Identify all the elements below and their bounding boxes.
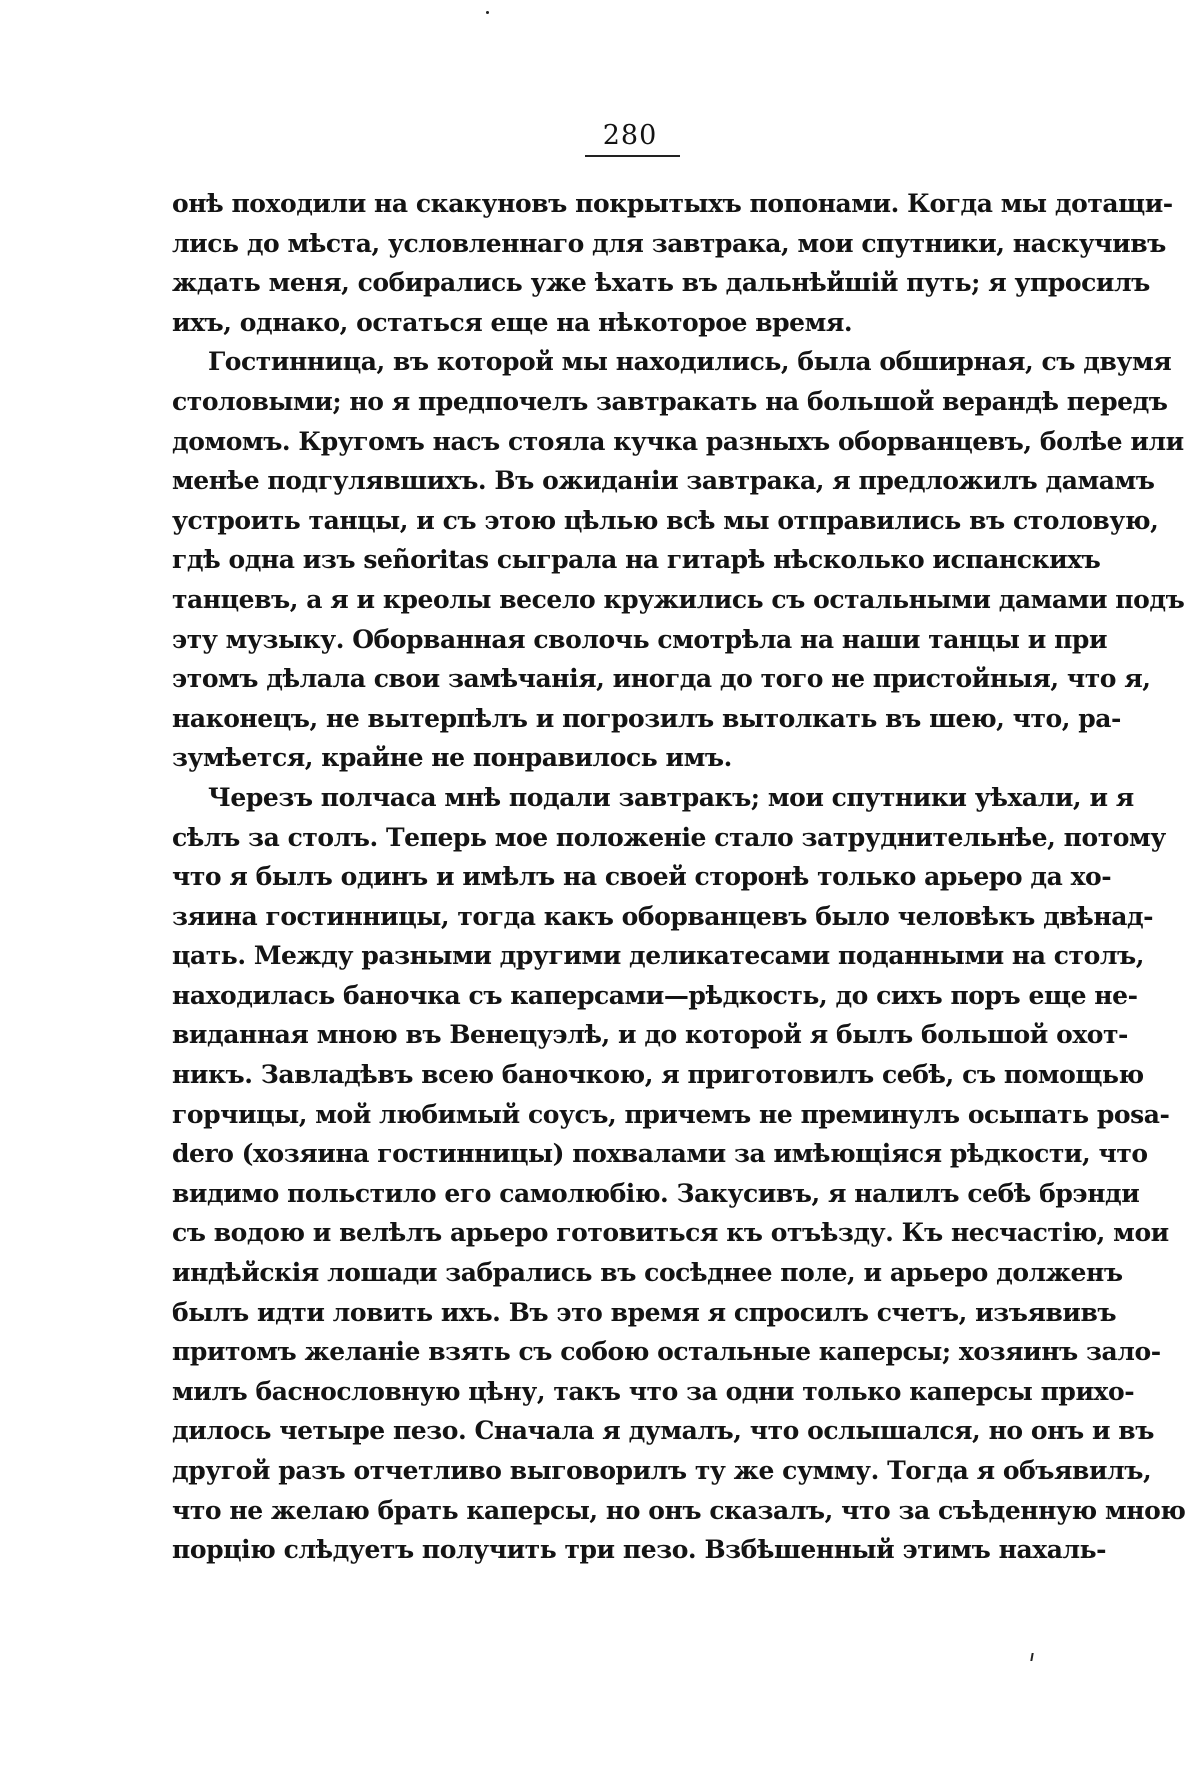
text-line: столовыми; но я предпочелъ завтракать на большой верандѣ передъ (172, 386, 1168, 416)
text-line: что я былъ одинъ и имѣлъ на своей сторонѣ только арьеро да хо- (172, 862, 1112, 892)
text-line: гдѣ одна изъ señoritas сыграла на гитарѣ нѣсколько испанскихъ (172, 545, 1101, 575)
text-line: dero (хозяина гостинницы) похвалами за имѣющіяся рѣдкости, что (172, 1139, 1148, 1169)
page-number-rule (585, 155, 680, 157)
text-line: виданная мною въ Венецуэлѣ, и до которой я былъ большой охот- (172, 1020, 1128, 1050)
ink-mark (1030, 1653, 1033, 1661)
text-line: ждать меня, собирались уже ѣхать въ дальнѣйшій путь; я упросилъ (172, 268, 1150, 298)
text-line: устроить танцы, и съ этою цѣлью всѣ мы отправились въ столовую, (172, 505, 1159, 535)
text-line: никъ. Завладѣвъ всею баночкою, я приготовилъ себѣ, съ помощью (172, 1060, 1144, 1090)
text-line: притомъ желаніе взять съ собою остальные каперсы; хозяинъ зало- (172, 1337, 1161, 1367)
text-line: зумѣется, крайне не понравилось имъ. (172, 743, 732, 773)
text-line: лись до мѣста, условленнаго для завтрака, мои спутники, наскучивъ (172, 228, 1166, 258)
text-line: Черезъ полчаса мнѣ подали завтракъ; мои спутники уѣхали, и я (208, 782, 1134, 812)
text-line: горчицы, мой любимый соусъ, причемъ не преминулъ осыпать роsa- (172, 1099, 1170, 1129)
text-line: цать. Между разными другими деликатесами поданными на столъ, (172, 941, 1144, 971)
text-line: милъ баснословную цѣну, такъ что за одни только каперсы прихо- (172, 1376, 1135, 1406)
text-line: что не желаю брать каперсы, но онъ сказалъ, что за съѣденную мною (172, 1495, 1186, 1525)
text-line: менѣе подгулявшихъ. Въ ожиданіи завтрака, я предложилъ дамамъ (172, 466, 1155, 496)
text-line: Гостинница, въ которой мы находились, была обширная, съ двумя (208, 347, 1172, 377)
text-line: наконецъ, не вытерпѣлъ и погрозилъ вытолкать въ шею, что, ра- (172, 703, 1121, 733)
text-line: индѣйскія лошади забрались въ сосѣднее поле, и арьеро долженъ (172, 1258, 1123, 1288)
paragraph-1 (172, 184, 1173, 342)
text-line: онѣ походили на скакуновъ покрытыхъ попонами. Когда мы дотащи- (172, 189, 1173, 218)
text-line: съ водою и велѣлъ арьеро готовиться къ отъѣзду. Къ несчастію, мои (172, 1218, 1169, 1248)
text-line: находилась баночка съ каперсами—рѣдкость, до сихъ поръ еще не- (172, 980, 1138, 1010)
text-line: танцевъ, а я и креолы весело кружились съ остальными дамами подъ (172, 584, 1185, 614)
text-line: сѣлъ за столъ. Теперь мое положеніе стало затруднительнѣе, потому (172, 822, 1166, 852)
text-line: былъ идти ловить ихъ. Въ это время я спросилъ счетъ, изъявивъ (172, 1297, 1117, 1327)
ink-speck (486, 11, 489, 14)
text-line: дилось четыре пезо. Сначала я думалъ, что ослышался, но онъ и въ (172, 1416, 1154, 1446)
body-text (172, 184, 1186, 1570)
paragraph-3 (172, 778, 1186, 1570)
text-line: ихъ, однако, остаться еще на нѣкоторое время. (172, 307, 853, 337)
text-line: эту музыку. Оборванная сволочь смотрѣла на наши танцы и при (172, 624, 1108, 654)
text-line: зяина гостинницы, тогда какъ оборванцевъ было человѣкъ двѣнад- (172, 901, 1154, 931)
text-line: другой разъ отчетливо выговорилъ ту же сумму. Тогда я объявилъ, (172, 1456, 1152, 1485)
page-number: 280 (602, 120, 658, 151)
text-line: домомъ. Кругомъ насъ стояла кучка разныхъ оборванцевъ, болѣе или (172, 426, 1184, 456)
text-line: видимо польстило его самолюбію. Закусивъ, я налилъ себѣ брэнди (172, 1178, 1140, 1208)
paragraph-2 (172, 342, 1185, 778)
text-line: порцію слѣдуетъ получить три пезо. Взбѣшенный этимъ нахаль- (172, 1535, 1107, 1565)
text-line: этомъ дѣлала свои замѣчанія, иногда до того не пристойныя, что я, (172, 664, 1151, 694)
